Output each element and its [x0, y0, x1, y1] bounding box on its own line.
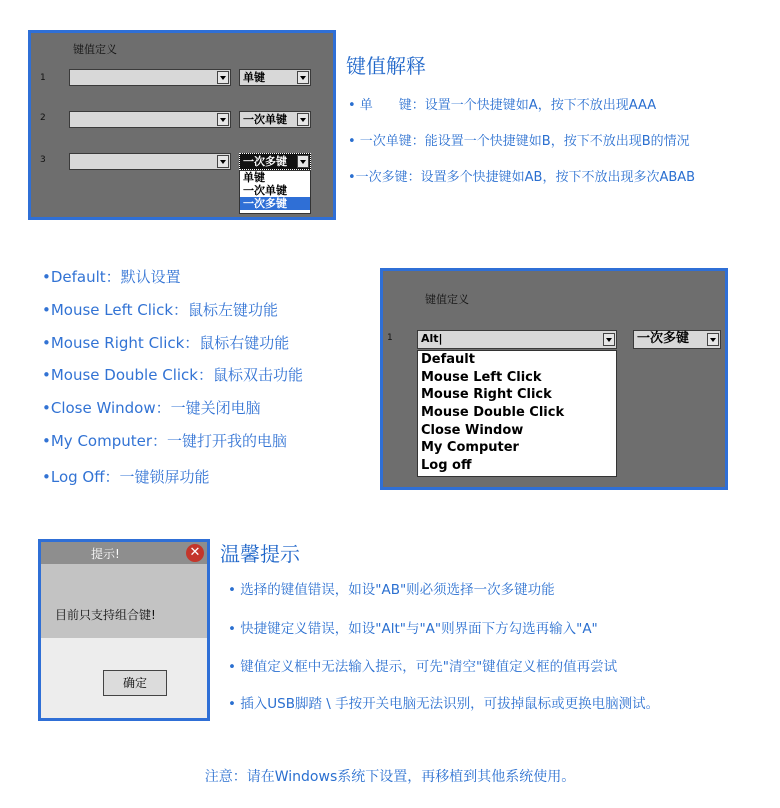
- alert-dialog: [38, 539, 210, 721]
- key-value-combo[interactable]: [69, 69, 231, 86]
- key-value-text: Alt|: [421, 332, 443, 345]
- footer-note: 注意：请在Windows系统下设置，再移植到其他系统使用。: [204, 769, 576, 785]
- key-definition-panel-2: [380, 268, 728, 490]
- chevron-down-icon[interactable]: [297, 113, 309, 126]
- mode-select[interactable]: [633, 330, 721, 349]
- function-item: •Mouse Double Click：鼠标双击功能: [42, 366, 303, 384]
- mode-select-value: 一次单键: [243, 113, 287, 126]
- dropdown-option[interactable]: Close Window: [421, 422, 524, 438]
- function-item: •Mouse Left Click：鼠标左键功能: [42, 301, 279, 319]
- function-item: •Log Off：一键锁屏功能: [42, 468, 210, 486]
- dropdown-option[interactable]: 一次单键: [243, 184, 287, 197]
- chevron-down-icon[interactable]: [603, 333, 615, 346]
- dialog-title: 提示!: [91, 547, 120, 561]
- panel-title: 键值定义: [425, 293, 469, 306]
- chevron-down-icon[interactable]: [707, 333, 719, 346]
- key-value-combo[interactable]: [69, 153, 231, 170]
- tips-title: 温馨提示: [220, 542, 300, 566]
- dropdown-option-selected[interactable]: 一次多键: [240, 197, 310, 210]
- explain-item: • 单 键：设置一个快捷键如A，按下不放出现AAA: [348, 98, 657, 113]
- dialog-message: 目前只支持组合键!: [55, 608, 156, 622]
- function-label: Log Off：一键锁屏功能: [50, 468, 210, 486]
- dropdown-option[interactable]: 单键: [243, 171, 265, 184]
- function-label: Default：默认设置: [50, 268, 181, 286]
- dialog-titlebar: [41, 542, 207, 564]
- function-label: Mouse Right Click：鼠标右键功能: [50, 334, 290, 352]
- dropdown-option[interactable]: My Computer: [421, 440, 519, 456]
- close-icon[interactable]: ✕: [186, 544, 204, 562]
- panel-title: 键值定义: [73, 43, 117, 56]
- tip-item: • 快捷键定义错误，如设"Alt"与"A"则界面下方勾选再输入"A": [228, 621, 598, 637]
- explain-item: •一次多键：设置多个快捷键如AB，按下不放出现多次ABAB: [348, 170, 696, 185]
- function-label: Mouse Left Click：鼠标左键功能: [50, 301, 279, 319]
- key-value-dropdown-list: [417, 350, 617, 477]
- row-number: 1: [40, 73, 46, 83]
- chevron-down-icon[interactable]: [217, 71, 229, 84]
- mode-select-value: 单键: [243, 71, 265, 84]
- function-item: •My Computer：一键打开我的电脑: [42, 432, 288, 450]
- row-number: 2: [40, 113, 46, 123]
- ok-button[interactable]: 确定: [103, 670, 167, 696]
- key-definition-panel-1: [28, 30, 336, 220]
- explain-title: 键值解释: [346, 54, 426, 78]
- dropdown-option[interactable]: Mouse Left Click: [421, 369, 542, 385]
- mode-dropdown-list: [239, 170, 311, 214]
- dropdown-option[interactable]: Default: [421, 352, 475, 367]
- mode-select-open[interactable]: [239, 153, 311, 170]
- mode-select-value: 一次多键: [243, 155, 287, 168]
- function-label: Mouse Double Click：鼠标双击功能: [50, 366, 303, 384]
- tip-item: • 选择的键值错误，如设"AB"则必须选择一次多键功能: [228, 582, 555, 598]
- explain-item: • 一次单键：能设置一个快捷键如B，按下不放出现B的情况: [348, 134, 690, 149]
- chevron-down-icon[interactable]: [297, 71, 309, 84]
- function-label: My Computer：一键打开我的电脑: [50, 432, 288, 450]
- key-value-combo[interactable]: [417, 330, 617, 349]
- mode-select-value: 一次多键: [637, 331, 690, 346]
- mode-select[interactable]: [239, 111, 311, 128]
- chevron-down-icon[interactable]: [297, 155, 309, 168]
- dropdown-option[interactable]: Mouse Right Click: [421, 387, 552, 403]
- function-item: •Close Window：一键关闭电脑: [42, 399, 261, 417]
- chevron-down-icon[interactable]: [217, 113, 229, 126]
- function-item: •Default：默认设置: [42, 268, 181, 286]
- chevron-down-icon[interactable]: [217, 155, 229, 168]
- row-number: 1: [387, 333, 393, 343]
- function-label: Close Window：一键关闭电脑: [50, 399, 261, 417]
- dropdown-option[interactable]: Mouse Double Click: [421, 405, 565, 421]
- tip-item: • 键值定义框中无法输入提示，可先"清空"键值定义框的值再尝试: [228, 659, 618, 675]
- tip-item: • 插入USB脚踏 \ 手按开关电脑无法识别，可拔掉鼠标或更换电脑测试。: [228, 696, 660, 712]
- key-value-combo[interactable]: [69, 111, 231, 128]
- dropdown-option[interactable]: Log off: [421, 458, 472, 474]
- mode-select[interactable]: [239, 69, 311, 86]
- row-number: 3: [40, 155, 46, 165]
- function-item: •Mouse Right Click：鼠标右键功能: [42, 334, 290, 352]
